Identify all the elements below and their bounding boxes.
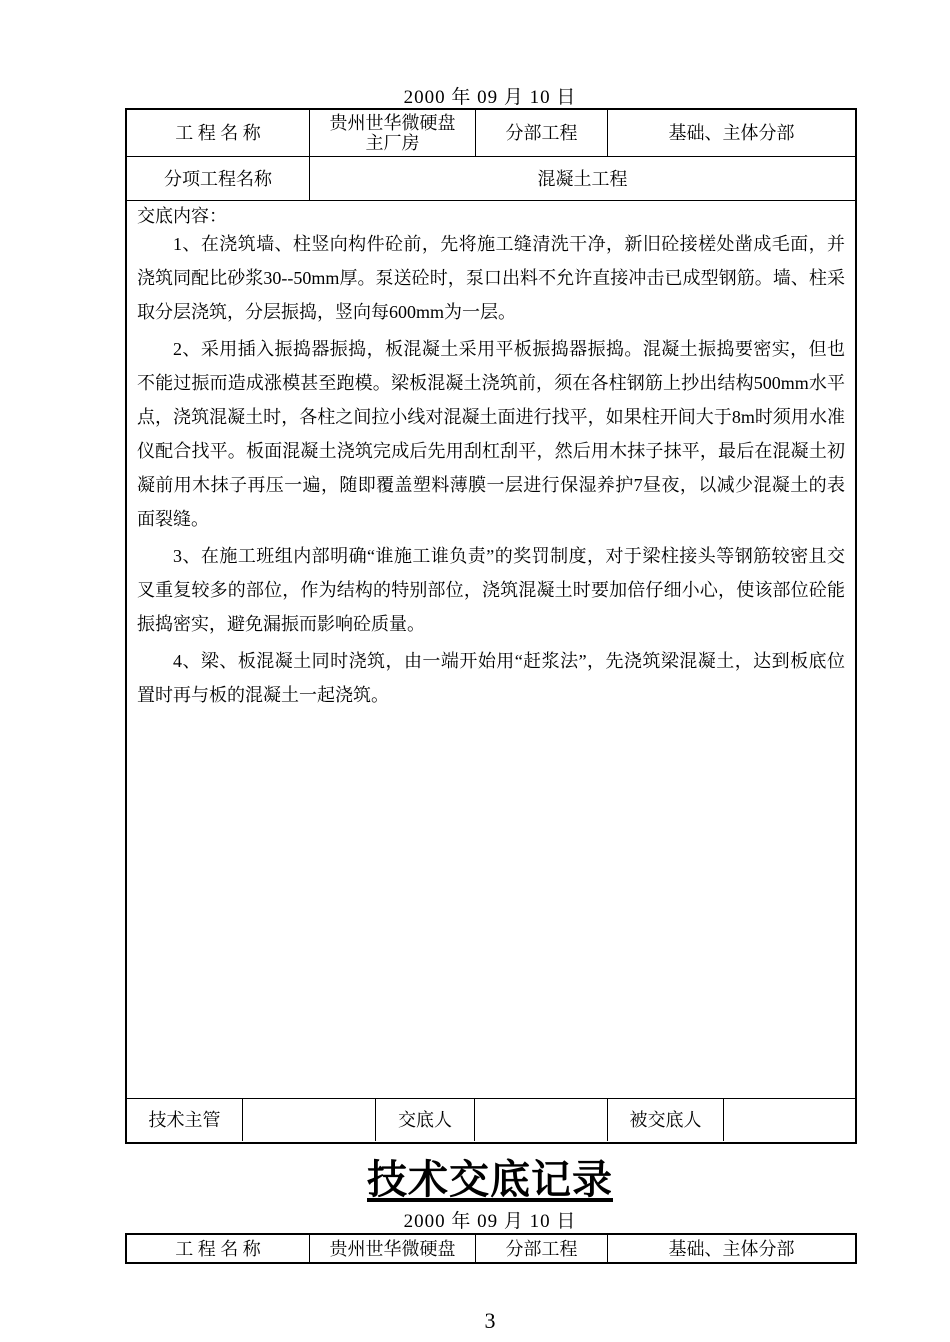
record-date: 2000 年 09 月 10 日 <box>403 87 577 108</box>
presenter-label: 交底人 <box>376 1099 475 1141</box>
signature-row <box>127 1099 855 1141</box>
record-title-text: 技术交底记录 <box>367 1157 613 1202</box>
division-value: 基础、主体分部 <box>668 123 795 143</box>
tech-supervisor-label: 技术主管 <box>127 1099 243 1141</box>
second-project-name-value: 贵州世华微硬盘 <box>310 1235 476 1262</box>
page-number: 3 <box>484 1308 496 1333</box>
content-heading: 交底内容： <box>137 206 227 226</box>
content-paragraph-2: 2、采用插入振捣器振捣，板混凝土采用平板振捣器振捣。混凝土振捣要密实，但也不能过振而造成涨模甚至跑模。梁板混凝土浇筑前，须在各柱钢筋上抄出结构500mm水平点，浇筑混凝土时，各柱之间拉小线对混凝土面进行找平，如果柱开间大于8m时须用水准仪配合找平。板面混凝土浇筑完成后先用刮杠刮平，然后用木抹子抹平，最后在混凝土初凝前用木抹子再压一遍，随即覆盖塑料薄膜一层进行保湿养护7昼夜，以减少混凝土的表面裂缝。 <box>137 339 845 529</box>
receiver-label: 被交底人 <box>608 1099 724 1141</box>
project-name-value: 贵州世华微硬盘主厂房 <box>310 110 476 156</box>
presenter-signature <box>475 1099 608 1141</box>
second-division-label: 分部工程 <box>476 1235 608 1262</box>
subitem-row <box>127 157 855 201</box>
division-label: 分部工程 <box>476 110 608 156</box>
project-name-label: 工 程 名 称 <box>127 110 310 156</box>
subitem-label: 分项工程名称 <box>127 157 310 200</box>
project-row <box>127 110 855 157</box>
disclosure-content <box>127 201 855 1099</box>
record-title <box>0 1148 950 1205</box>
content-paragraph-1: 1、在浇筑墙、柱竖向构件砼前，先将施工缝清洗干净，新旧砼接槎处凿成毛面，并浇筑同配比砂浆30--50mm厚。泵送砼时，泵口出料不允许直接冲击已成型钢筋。墙、柱采取分层浇筑，分层振捣，竖向每600mm为一层。 <box>137 234 845 322</box>
second-record-date: 2000 年 09 月 10 日 <box>403 1211 577 1232</box>
disclosure-form <box>125 108 857 1144</box>
content-paragraph-3: 3、在施工班组内部明确“谁施工谁负责”的奖罚制度，对于梁柱接头等钢筋较密且交叉重复较多的部位，作为结构的特别部位，浇筑混凝土时要加倍仔细小心，使该部位砼能振捣密实，避免漏振而影响砼质量。 <box>137 546 845 634</box>
second-division-value: 基础、主体分部 <box>668 1238 795 1259</box>
second-project-name-label: 工 程 名 称 <box>127 1235 310 1262</box>
second-form <box>125 1233 857 1264</box>
subitem-value: 混凝土工程 <box>537 168 628 189</box>
second-project-row <box>127 1235 855 1262</box>
tech-supervisor-signature <box>243 1099 376 1141</box>
content-paragraph-4: 4、梁、板混凝土同时浇筑，由一端开始用“赶浆法”，先浇筑梁混凝土，达到板底位置时再与板的混凝土一起浇筑。 <box>137 651 845 705</box>
receiver-signature <box>724 1099 855 1141</box>
